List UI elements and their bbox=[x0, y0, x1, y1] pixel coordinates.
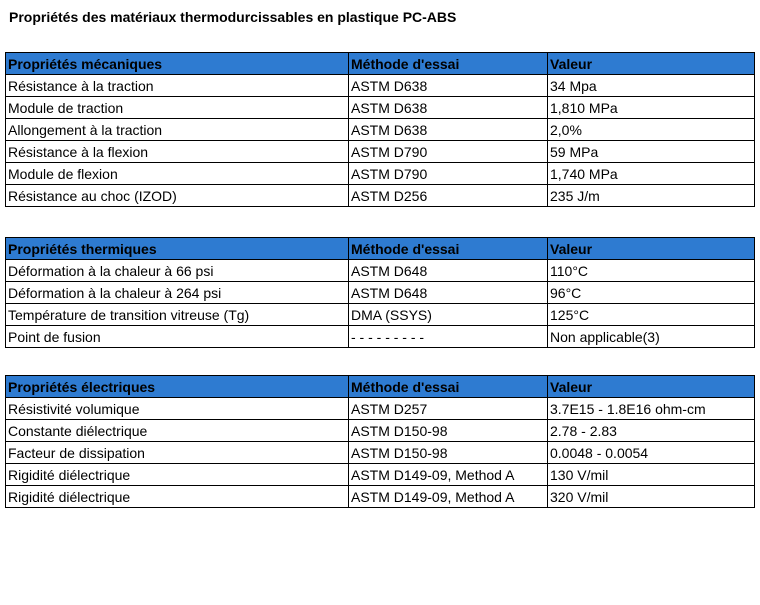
property-cell: Module de flexion bbox=[6, 163, 349, 185]
property-cell: Résistance au choc (IZOD) bbox=[6, 185, 349, 207]
value-cell: 235 J/m bbox=[548, 185, 755, 207]
value-cell: Non applicable(3) bbox=[548, 326, 755, 348]
value-cell: 2,0% bbox=[548, 119, 755, 141]
table-header-row bbox=[6, 376, 755, 398]
header-property: Propriétés électriques bbox=[6, 376, 349, 398]
property-cell: Facteur de dissipation bbox=[6, 442, 349, 464]
property-cell: Déformation à la chaleur à 66 psi bbox=[6, 260, 349, 282]
header-property: Propriétés mécaniques bbox=[6, 53, 349, 75]
method-cell: ASTM D256 bbox=[349, 185, 548, 207]
property-cell: Résistance à la traction bbox=[6, 75, 349, 97]
value-cell: 59 MPa bbox=[548, 141, 755, 163]
table-row bbox=[6, 326, 755, 348]
value-cell: 130 V/mil bbox=[548, 464, 755, 486]
table-row bbox=[6, 442, 755, 464]
property-cell: Allongement à la traction bbox=[6, 119, 349, 141]
value-cell: 3.7E15 - 1.8E16 ohm-cm bbox=[548, 398, 755, 420]
table-row bbox=[6, 464, 755, 486]
method-cell: ASTM D790 bbox=[349, 141, 548, 163]
property-cell: Résistivité volumique bbox=[6, 398, 349, 420]
table-row bbox=[6, 141, 755, 163]
value-cell: 110°C bbox=[548, 260, 755, 282]
property-cell: Module de traction bbox=[6, 97, 349, 119]
property-cell: Déformation à la chaleur à 264 psi bbox=[6, 282, 349, 304]
value-cell: 1,810 MPa bbox=[548, 97, 755, 119]
value-cell: 0.0048 - 0.0054 bbox=[548, 442, 755, 464]
header-test-method: Méthode d'essai bbox=[349, 376, 548, 398]
mechanical-properties-table bbox=[5, 52, 755, 207]
header-property: Propriétés thermiques bbox=[6, 238, 349, 260]
method-cell: - - - - - - - - - bbox=[349, 326, 548, 348]
value-cell: 96°C bbox=[548, 282, 755, 304]
table-row bbox=[6, 260, 755, 282]
header-value: Valeur bbox=[548, 238, 755, 260]
table-row bbox=[6, 420, 755, 442]
table-row bbox=[6, 486, 755, 508]
property-cell: Constante diélectrique bbox=[6, 420, 349, 442]
property-cell: Point de fusion bbox=[6, 326, 349, 348]
method-cell: ASTM D257 bbox=[349, 398, 548, 420]
electrical-properties-table bbox=[5, 375, 755, 508]
table-row bbox=[6, 185, 755, 207]
method-cell: DMA (SSYS) bbox=[349, 304, 548, 326]
table-row bbox=[6, 163, 755, 185]
property-cell: Rigidité diélectrique bbox=[6, 464, 349, 486]
value-cell: 1,740 MPa bbox=[548, 163, 755, 185]
method-cell: ASTM D648 bbox=[349, 260, 548, 282]
thermal-properties-table bbox=[5, 237, 755, 348]
value-cell: 2.78 - 2.83 bbox=[548, 420, 755, 442]
header-test-method: Méthode d'essai bbox=[349, 53, 548, 75]
value-cell: 320 V/mil bbox=[548, 486, 755, 508]
table-row bbox=[6, 304, 755, 326]
table-row bbox=[6, 119, 755, 141]
header-value: Valeur bbox=[548, 53, 755, 75]
method-cell: ASTM D150-98 bbox=[349, 420, 548, 442]
table-row bbox=[6, 282, 755, 304]
value-cell: 34 Mpa bbox=[548, 75, 755, 97]
method-cell: ASTM D149-09, Method A bbox=[349, 486, 548, 508]
method-cell: ASTM D648 bbox=[349, 282, 548, 304]
table-header-row bbox=[6, 238, 755, 260]
header-value: Valeur bbox=[548, 376, 755, 398]
method-cell: ASTM D150-98 bbox=[349, 442, 548, 464]
method-cell: ASTM D149-09, Method A bbox=[349, 464, 548, 486]
table-row bbox=[6, 398, 755, 420]
value-cell: 125°C bbox=[548, 304, 755, 326]
property-cell: Température de transition vitreuse (Tg) bbox=[6, 304, 349, 326]
method-cell: ASTM D638 bbox=[349, 75, 548, 97]
method-cell: ASTM D638 bbox=[349, 97, 548, 119]
page-title: Propriétés des matériaux thermodurcissables en plastique PC-ABS bbox=[9, 9, 457, 25]
header-test-method: Méthode d'essai bbox=[349, 238, 548, 260]
table-row bbox=[6, 97, 755, 119]
method-cell: ASTM D790 bbox=[349, 163, 548, 185]
table-header-row bbox=[6, 53, 755, 75]
method-cell: ASTM D638 bbox=[349, 119, 548, 141]
property-cell: Rigidité diélectrique bbox=[6, 486, 349, 508]
table-row bbox=[6, 75, 755, 97]
property-cell: Résistance à la flexion bbox=[6, 141, 349, 163]
